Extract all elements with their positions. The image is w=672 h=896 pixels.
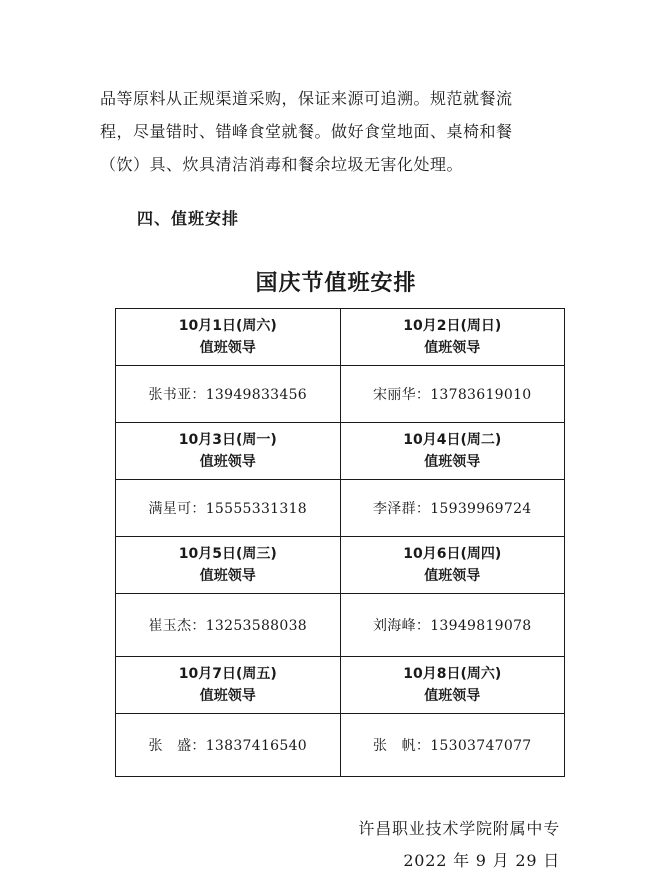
table-row xyxy=(116,537,565,594)
role-label: 值班领导 xyxy=(424,568,481,584)
role-label: 值班领导 xyxy=(199,340,256,356)
person-cell: 张书亚：13949833456 xyxy=(116,366,341,423)
person-cell: 崔玉杰：13253588038 xyxy=(116,594,341,657)
role-label: 值班领导 xyxy=(424,454,481,470)
date-cell xyxy=(116,309,341,366)
signature-date: 2022 年 9 月 29 日 xyxy=(403,851,560,870)
date-cell xyxy=(340,423,565,480)
schedule-title: 国庆节值班安排 xyxy=(255,271,417,296)
table-row xyxy=(116,594,565,657)
person-cell: 刘海峰：13949819078 xyxy=(340,594,565,657)
role-label: 值班领导 xyxy=(199,568,256,584)
role-label: 值班领导 xyxy=(424,688,481,704)
table-row xyxy=(116,309,565,366)
table-row xyxy=(116,480,565,537)
date-label: 10月4日(周二) xyxy=(403,432,502,448)
date-cell xyxy=(340,309,565,366)
date-label: 10月1日(周六) xyxy=(178,318,277,334)
role-label: 值班领导 xyxy=(424,340,481,356)
date-label: 10月8日(周六) xyxy=(403,666,502,682)
person-cell: 满星可：15555331318 xyxy=(116,480,341,537)
person-cell: 宋丽华：13783619010 xyxy=(340,366,565,423)
date-cell xyxy=(116,537,341,594)
date-cell xyxy=(340,657,565,714)
table-row xyxy=(116,423,565,480)
role-label: 值班领导 xyxy=(199,688,256,704)
intro-line: 品等原料从正规渠道采购，保证来源可追溯。规范就餐流 xyxy=(100,89,513,108)
role-label: 值班领导 xyxy=(199,454,256,470)
date-label: 10月5日(周三) xyxy=(178,546,277,562)
intro-paragraph xyxy=(100,82,580,181)
date-cell xyxy=(116,423,341,480)
person-cell: 张 盛：13837416540 xyxy=(116,714,341,777)
duty-schedule-table xyxy=(115,308,565,777)
date-cell xyxy=(340,537,565,594)
person-cell: 张 帆：15303747077 xyxy=(340,714,565,777)
table-row xyxy=(116,657,565,714)
signature-organization: 许昌职业技术学院附属中专 xyxy=(358,819,560,838)
table-row xyxy=(116,366,565,423)
intro-line: 程，尽量错时、错峰食堂就餐。做好食堂地面、桌椅和餐 xyxy=(100,122,513,141)
date-label: 10月6日(周四) xyxy=(403,546,502,562)
table-row xyxy=(116,714,565,777)
date-cell xyxy=(116,657,341,714)
date-label: 10月2日(周日) xyxy=(403,318,502,334)
date-label: 10月7日(周五) xyxy=(178,666,277,682)
date-label: 10月3日(周一) xyxy=(178,432,277,448)
intro-line: （饮）具、炊具清洁消毒和餐余垃圾无害化处理。 xyxy=(100,155,464,174)
person-cell: 李泽群：15939969724 xyxy=(340,480,565,537)
section-heading: 四、值班安排 xyxy=(137,209,240,228)
